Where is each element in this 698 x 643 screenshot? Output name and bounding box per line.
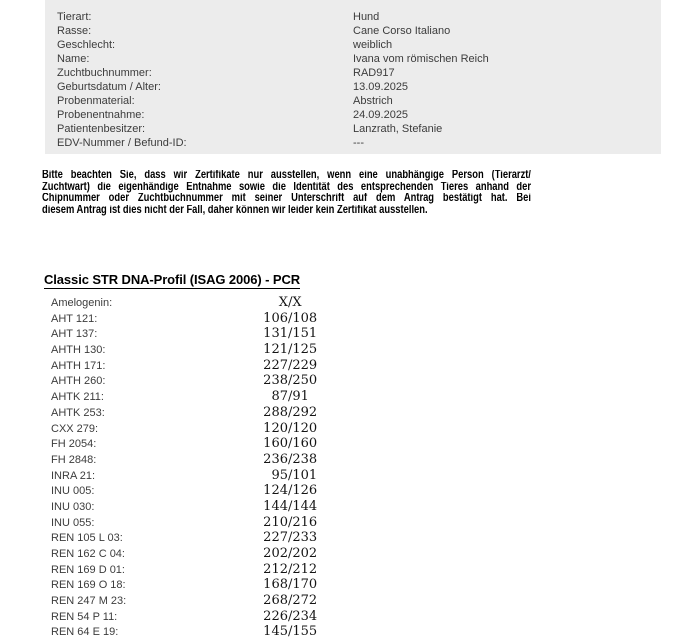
- dna-allele-slash: /: [288, 608, 293, 624]
- table-row: [57, 24, 661, 38]
- dna-allele-right: 125: [292, 342, 318, 358]
- dna-allele-left: 106: [263, 310, 288, 326]
- info-label: Name:: [57, 53, 90, 66]
- dna-allele-slash: /: [288, 498, 293, 514]
- dna-allele-right: 120: [292, 420, 318, 436]
- dna-allele-slash: /: [288, 546, 293, 561]
- dna-row: [51, 561, 338, 577]
- info-label: Rasse:: [57, 25, 92, 38]
- dna-row: [51, 529, 338, 545]
- dna-row: [51, 420, 338, 436]
- table-row: [57, 10, 661, 24]
- info-value: Hund: [353, 11, 380, 23]
- info-label: Geburtsdatum / Alter:: [57, 81, 161, 94]
- dna-allele-left: 168: [263, 577, 288, 593]
- dna-marker-label: FH 2054:: [51, 438, 97, 451]
- dna-allele-right: 212: [292, 561, 318, 577]
- dna-allele-left: 212: [263, 561, 288, 577]
- dna-row: [51, 576, 338, 592]
- dna-allele-right: 91: [292, 389, 309, 405]
- dna-marker-label: INU 055:: [51, 516, 95, 529]
- notice-paragraph: [42, 170, 531, 217]
- dna-allele-slash: /: [288, 310, 293, 326]
- dna-marker-label: INRA 21:: [51, 469, 96, 482]
- dna-allele-slash: /: [288, 514, 293, 530]
- dna-allele-right: 292: [292, 404, 318, 420]
- dna-marker-label: AHTH 130:: [51, 344, 106, 357]
- dna-allele-right: 272: [292, 593, 318, 609]
- dna-allele-right: X: [292, 295, 302, 310]
- table-row: [57, 136, 661, 150]
- info-value: ---: [353, 137, 364, 150]
- dna-allele-right: 108: [292, 310, 318, 326]
- dna-allele-slash: /: [288, 577, 293, 593]
- dna-allele-left: 160: [263, 436, 288, 452]
- dna-allele-left: 95: [271, 467, 288, 483]
- dna-allele-left: X: [278, 295, 288, 310]
- dna-allele-right: 101: [292, 467, 318, 483]
- dna-marker-label: REN 169 O 18:: [51, 579, 126, 592]
- info-value: 13.09.2025: [353, 81, 409, 94]
- dna-allele-slash: /: [288, 624, 293, 640]
- dna-marker-label: AHTK 211:: [51, 391, 104, 404]
- dna-row: [51, 341, 338, 357]
- dna-row: [51, 310, 338, 326]
- animal-info-table: [45, 0, 661, 154]
- info-label: Patientenbesitzer:: [57, 123, 146, 136]
- dna-row: [51, 623, 338, 639]
- dna-allele-left: 202: [263, 546, 288, 561]
- dna-row: [51, 435, 338, 451]
- dna-allele-left: 226: [263, 608, 288, 624]
- table-row: [57, 122, 661, 136]
- dna-allele-right: 126: [292, 483, 318, 499]
- dna-allele-slash: /: [288, 530, 293, 546]
- dna-allele-left: 288: [263, 404, 288, 420]
- dna-allele-left: 145: [263, 624, 288, 640]
- dna-allele-left: 124: [263, 483, 288, 499]
- info-label: EDV-Nummer / Befund-ID:: [57, 137, 187, 150]
- table-row: [57, 80, 661, 94]
- info-value: Ivana vom römischen Reich: [353, 53, 489, 66]
- dna-marker-label: REN 64 E 19:: [51, 626, 119, 639]
- dna-allele-left: 87: [271, 389, 288, 405]
- dna-allele-slash: /: [288, 451, 293, 467]
- info-value: Abstrich: [353, 95, 393, 108]
- dna-marker-label: Amelogenin:: [51, 297, 113, 309]
- dna-row: [51, 482, 338, 498]
- info-label: Geschlecht:: [57, 39, 116, 52]
- dna-marker-label: INU 005:: [51, 485, 95, 498]
- dna-row: [51, 467, 338, 483]
- dna-allele-right: 229: [292, 357, 318, 373]
- table-row: [57, 38, 661, 52]
- info-value: Cane Corso Italiano: [353, 25, 451, 38]
- dna-allele-right: 216: [292, 514, 318, 530]
- dna-marker-label: AHTK 253:: [51, 406, 105, 419]
- notice-line: Zuchtwart) die eigenhändige Entnahme sowie die Identität des entsprechenden Tieres anhand der: [42, 181, 531, 193]
- dna-row: [51, 514, 338, 530]
- dna-marker-label: AHTH 171:: [51, 359, 106, 372]
- dna-marker-label: FH 2848:: [51, 453, 97, 466]
- dna-allele-slash: /: [288, 467, 293, 483]
- dna-marker-label: REN 169 D 01:: [51, 563, 125, 576]
- dna-marker-label: AHTH 260:: [51, 375, 106, 388]
- dna-row: [51, 592, 338, 608]
- dna-marker-label: AHT 121:: [51, 312, 98, 325]
- dna-row: [51, 325, 338, 341]
- table-row: [57, 52, 661, 66]
- dna-allele-right: 250: [292, 373, 318, 389]
- dna-row: [51, 498, 338, 514]
- info-value: weiblich: [353, 39, 393, 52]
- dna-marker-label: CXX 279:: [51, 422, 99, 435]
- dna-allele-right: 144: [292, 498, 318, 514]
- dna-allele-left: 131: [263, 326, 288, 342]
- dna-allele-slash: /: [288, 404, 293, 420]
- dna-marker-label: REN 54 P 11:: [51, 610, 118, 623]
- dna-row: [51, 372, 338, 388]
- dna-profile-title: Classic STR DNA-Profil (ISAG 2006) - PCR: [44, 272, 301, 287]
- dna-allele-left: 120: [263, 420, 288, 436]
- dna-allele-right: 151: [292, 326, 318, 342]
- dna-marker-label: REN 105 L 03:: [51, 532, 123, 545]
- dna-marker-label: REN 162 C 04:: [51, 548, 125, 560]
- dna-row: [51, 608, 338, 624]
- dna-allele-slash: /: [288, 561, 293, 577]
- dna-allele-slash: /: [288, 420, 293, 436]
- info-value: Lanzrath, Stefanie: [353, 123, 443, 136]
- info-label: Probenmaterial:: [57, 95, 135, 108]
- table-row: [57, 108, 661, 122]
- dna-row: [51, 451, 338, 467]
- dna-marker-label: AHT 137:: [51, 328, 98, 341]
- dna-allele-right: 234: [292, 608, 318, 624]
- dna-allele-slash: /: [288, 436, 293, 452]
- dna-allele-left: 121: [263, 342, 288, 358]
- info-value: RAD917: [353, 67, 395, 80]
- dna-allele-right: 202: [292, 546, 318, 561]
- dna-allele-slash: /: [288, 373, 293, 389]
- dna-row: [51, 545, 338, 561]
- dna-allele-right: 155: [292, 624, 318, 640]
- notice-line: diesem Antrag ist dies nicht der Fall, daher können wir leider kein Zertifikat ausstellen.: [42, 205, 428, 217]
- dna-allele-left: 227: [263, 357, 288, 373]
- dna-allele-slash: /: [288, 389, 293, 405]
- dna-allele-left: 236: [263, 451, 288, 467]
- info-value: 24.09.2025: [353, 109, 409, 122]
- dna-allele-right: 233: [292, 530, 318, 546]
- dna-allele-slash: /: [288, 593, 293, 609]
- dna-allele-right: 170: [292, 577, 318, 593]
- dna-row: [51, 388, 338, 404]
- notice-line: Bitte beachten Sie, dass wir Zertifikate nur ausstellen, wenn eine unabhängige Person (Tierarzt/: [42, 170, 531, 181]
- info-label: Probenentnahme:: [57, 109, 145, 122]
- table-row: [57, 94, 661, 108]
- dna-allele-right: 238: [292, 451, 318, 467]
- dna-marker-label: INU 030:: [51, 500, 95, 513]
- dna-allele-left: 144: [263, 498, 288, 514]
- info-label: Zuchtbuchnummer:: [57, 67, 152, 80]
- dna-marker-label: REN 247 M 23:: [51, 595, 127, 608]
- dna-row: [51, 357, 338, 373]
- dna-allele-right: 160: [292, 436, 318, 452]
- dna-allele-left: 238: [263, 373, 288, 389]
- dna-allele-left: 210: [263, 514, 288, 530]
- dna-allele-slash: /: [288, 483, 293, 499]
- notice-line: Chipnummer oder Zuchtbuchnummer mit seiner Unterschrift auf dem Antrag bestätigt hat. Bei: [42, 193, 531, 205]
- info-label: Tierart:: [57, 11, 92, 23]
- dna-allele-slash: /: [288, 295, 293, 310]
- dna-allele-slash: /: [288, 357, 293, 373]
- dna-row: [51, 294, 338, 310]
- dna-allele-slash: /: [288, 326, 293, 342]
- dna-row: [51, 404, 338, 420]
- dna-allele-left: 227: [263, 530, 288, 546]
- dna-allele-left: 268: [263, 593, 288, 609]
- dna-profile-table: [51, 294, 338, 639]
- dna-allele-slash: /: [288, 342, 293, 358]
- table-row: [57, 66, 661, 80]
